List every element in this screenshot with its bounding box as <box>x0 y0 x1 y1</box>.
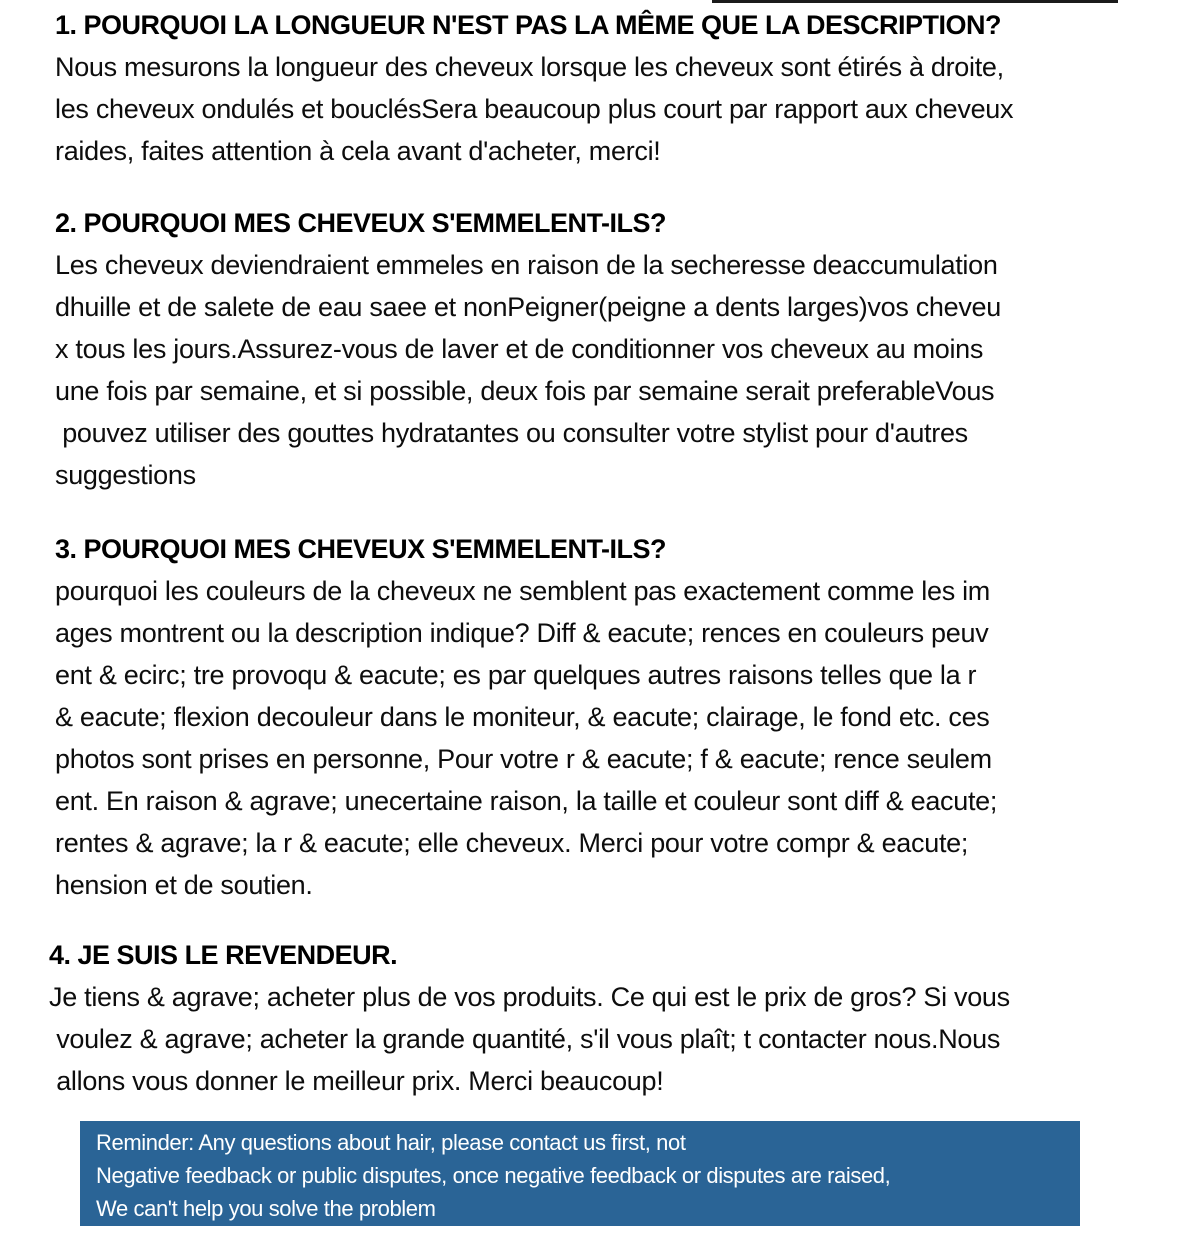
faq-section-3 <box>55 528 1160 906</box>
text-line: dhuille et de salete de eau saee et nonPeigner(peigne a dents larges)vos cheveu <box>55 292 1001 322</box>
text-line: We can't help you solve the problem <box>96 1196 436 1221</box>
text-line: Negative feedback or public disputes, once negative feedback or disputes are raised, <box>96 1163 891 1188</box>
text-line: Les cheveux deviendraient emmeles en raison de la secheresse deaccumulation <box>55 250 998 280</box>
faq-body-4 <box>49 976 1160 1102</box>
text-line: ages montrent ou la description indique? Diff & eacute; rences en couleurs peuv <box>55 618 989 648</box>
text-line: pouvez utiliser des gouttes hydratantes ou consulter votre stylist pour d'autres <box>55 418 968 448</box>
faq-section-1 <box>55 4 1160 172</box>
text-line: voulez & agrave; acheter la grande quantité, s'il vous plaît; t contacter nous.Nous <box>49 1024 1001 1054</box>
cropped-image-edge <box>712 0 1118 3</box>
text-line: & eacute; flexion decouleur dans le moniteur, & eacute; clairage, le fond etc. ces <box>55 702 990 732</box>
faq-body-3 <box>55 570 1160 906</box>
faq-body-1 <box>55 46 1160 172</box>
text-line: suggestions <box>55 460 196 490</box>
text-line: photos sont prises en personne, Pour votre r & eacute; f & eacute; rence seulem <box>55 744 992 774</box>
reminder-box <box>80 1121 1080 1226</box>
text-line: une fois par semaine, et si possible, deux fois par semaine serait preferableVous <box>55 376 995 406</box>
text-line: les cheveux ondulés et bouclésSera beaucoup plus court par rapport aux cheveux <box>55 94 1014 124</box>
text-line: Reminder: Any questions about hair, please contact us first, not <box>96 1130 686 1155</box>
text-line: x tous les jours.Assurez-vous de laver et de conditionner vos cheveux au moins <box>55 334 984 364</box>
text-line: Nous mesurons la longueur des cheveux lorsque les cheveux sont étirés à droite, <box>55 52 1004 82</box>
faq-heading-4: 4. JE SUIS LE REVENDEUR. <box>49 940 398 970</box>
text-line: hension et de soutien. <box>55 870 313 900</box>
text-line: pourquoi les couleurs de la cheveux ne semblent pas exactement comme les im <box>55 576 990 606</box>
text-line: rentes & agrave; la r & eacute; elle cheveux. Merci pour votre compr & eacute; <box>55 828 969 858</box>
text-line: allons vous donner le meilleur prix. Merci beaucoup! <box>49 1066 664 1096</box>
faq-body-2 <box>55 244 1160 496</box>
faq-heading-2: 2. POURQUOI MES CHEVEUX S'EMMELENT-ILS? <box>55 208 666 238</box>
text-line: Je tiens & agrave; acheter plus de vos produits. Ce qui est le prix de gros? Si vous <box>49 982 1010 1012</box>
text-line: ent. En raison & agrave; unecertaine raison, la taille et couleur sont diff & eacute; <box>55 786 998 816</box>
faq-heading-1: 1. POURQUOI LA LONGUEUR N'EST PAS LA MÊME QUE LA DESCRIPTION? <box>55 10 1001 40</box>
text-line: raides, faites attention à cela avant d'acheter, merci! <box>55 136 661 166</box>
faq-section-2 <box>55 202 1160 496</box>
faq-section-4 <box>49 934 1160 1102</box>
faq-heading-3: 3. POURQUOI MES CHEVEUX S'EMMELENT-ILS? <box>55 534 666 564</box>
text-line: ent & ecirc; tre provoqu & eacute; es par quelques autres raisons telles que la r <box>55 660 977 690</box>
